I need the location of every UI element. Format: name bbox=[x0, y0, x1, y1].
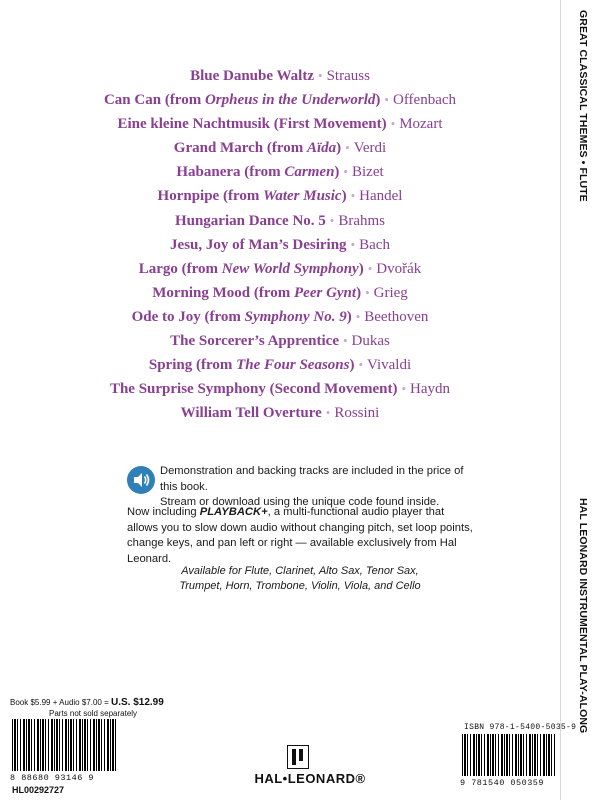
song-title-part: Aïda bbox=[306, 140, 337, 157]
bullet-separator: • bbox=[390, 116, 396, 132]
song-title bbox=[170, 333, 339, 349]
song-title-part: Ode to Joy (from bbox=[131, 308, 245, 325]
song-title bbox=[176, 164, 339, 180]
song-title bbox=[132, 309, 352, 325]
song-title bbox=[104, 92, 380, 108]
hal-leonard-mark-icon bbox=[287, 745, 309, 769]
song-title-part: Jesu, Joy of Man’s Desiring bbox=[170, 236, 347, 253]
song-entry bbox=[0, 136, 560, 160]
upc-barcode bbox=[12, 719, 118, 771]
song-title-part: Spring (from bbox=[148, 357, 237, 374]
song-title-part: The Surprise Symphony (Second Movement) bbox=[109, 381, 398, 398]
isbn-barcode-number: 9 781540 050359 bbox=[460, 778, 545, 788]
song-title bbox=[181, 405, 322, 421]
price-label bbox=[10, 697, 164, 708]
bullet-separator: • bbox=[358, 357, 364, 373]
song-title bbox=[170, 237, 347, 253]
playback-description: , a multi-functional audio player that allows you to slow down audio without changing pitch, set loop points, change keys, and pan left or right — available exclusively from Hal Leonard. bbox=[127, 506, 473, 565]
song-entry bbox=[0, 257, 560, 281]
spine-title: GREAT CLASSICAL THEMES • FLUTE bbox=[577, 10, 589, 202]
song-title-part: ) bbox=[356, 284, 362, 301]
song-composer: Offenbach bbox=[392, 92, 457, 109]
song-entry bbox=[0, 209, 560, 233]
bullet-separator: • bbox=[367, 260, 373, 276]
song-composer: Rossini bbox=[334, 405, 380, 422]
spine-series: HAL LEONARD INSTRUMENTAL PLAY-ALONG bbox=[577, 498, 589, 734]
upc-number: 8 88680 93146 9 bbox=[10, 773, 95, 783]
song-composer: Verdi bbox=[353, 140, 387, 157]
song-title-part: ) bbox=[336, 140, 342, 157]
song-list bbox=[0, 64, 560, 425]
playback-prefix: Now including bbox=[127, 506, 200, 518]
song-composer: Strauss bbox=[326, 68, 370, 84]
song-entry bbox=[0, 184, 560, 208]
availability-note bbox=[150, 564, 450, 594]
publisher-name: HAL•LEONARD® bbox=[254, 771, 366, 786]
speaker-icon bbox=[127, 466, 155, 494]
song-entry bbox=[0, 88, 560, 112]
song-title bbox=[174, 140, 341, 156]
song-entry bbox=[0, 112, 560, 136]
song-title-part: The Sorcerer’s Apprentice bbox=[170, 333, 339, 350]
bullet-separator: • bbox=[350, 236, 356, 252]
song-entry bbox=[0, 401, 560, 425]
product-code: HL00292727 bbox=[12, 785, 65, 795]
availability-line2: Trumpet, Horn, Trombone, Violin, Viola, and Cello bbox=[179, 580, 421, 592]
song-title bbox=[139, 261, 364, 277]
isbn-barcode bbox=[462, 734, 556, 776]
song-title-part: ) bbox=[341, 188, 347, 205]
audio-note-line2: Stream or download using the unique code found inside. bbox=[160, 496, 440, 508]
song-composer: Grieg bbox=[373, 284, 408, 301]
song-title bbox=[117, 116, 386, 132]
song-title bbox=[149, 357, 355, 373]
bullet-separator: • bbox=[345, 140, 350, 156]
bullet-separator: • bbox=[318, 68, 323, 83]
song-title-part: Eine kleine Nachtmusik (First Movement) bbox=[117, 116, 387, 133]
song-composer: Vivaldi bbox=[367, 357, 412, 374]
song-title-part: ) bbox=[346, 308, 352, 325]
song-title bbox=[190, 68, 314, 84]
song-entry bbox=[0, 233, 560, 257]
song-composer: Handel bbox=[359, 188, 403, 205]
song-entry bbox=[0, 64, 560, 88]
song-composer: Dvořák bbox=[376, 260, 422, 277]
price-breakdown: Book $5.99 + Audio $7.00 = bbox=[10, 698, 111, 707]
bullet-separator: • bbox=[401, 381, 407, 397]
song-composer: Bach bbox=[359, 236, 390, 253]
parts-note: Parts not sold separately bbox=[49, 709, 138, 718]
book-spine bbox=[560, 0, 600, 800]
song-title-part: New World Symphony bbox=[221, 260, 359, 277]
song-title bbox=[175, 213, 326, 229]
hal-leonard-logo bbox=[225, 745, 395, 789]
song-title-part: William Tell Overture bbox=[180, 405, 322, 422]
bullet-separator: • bbox=[342, 333, 348, 349]
song-entry bbox=[0, 377, 560, 401]
song-title-part: Symphony No. 9 bbox=[244, 308, 347, 325]
song-entry bbox=[0, 160, 560, 184]
bullet-separator: • bbox=[365, 284, 370, 300]
availability-line1: Available for Flute, Clarinet, Alto Sax, Tenor Sax, bbox=[181, 565, 419, 577]
song-entry bbox=[0, 329, 560, 353]
song-composer: Haydn bbox=[410, 381, 451, 398]
song-title-part: Hungarian Dance No. 5 bbox=[174, 212, 326, 229]
audio-note-line1: Demonstration and backing tracks are included in the price of this book. bbox=[160, 465, 464, 493]
bullet-separator: • bbox=[355, 308, 361, 324]
song-entry bbox=[0, 305, 560, 329]
song-title-part: Peer Gynt bbox=[294, 284, 357, 301]
audio-note bbox=[160, 464, 480, 511]
song-title-part: Carmen bbox=[284, 164, 335, 181]
isbn-label: ISBN 978-1-5400-5035-9 bbox=[464, 723, 577, 732]
song-title-part: Can Can (from bbox=[103, 92, 205, 109]
playback-name: PLAYBACK+ bbox=[199, 506, 268, 518]
song-title-part: Blue Danube Waltz bbox=[190, 68, 314, 84]
song-composer: Bizet bbox=[351, 164, 384, 181]
bullet-separator: • bbox=[384, 92, 389, 108]
song-composer: Brahms bbox=[338, 212, 386, 229]
song-composer: Beethoven bbox=[364, 308, 429, 325]
playback-note bbox=[127, 505, 477, 567]
song-title-part: ) bbox=[349, 357, 355, 374]
song-title-part: Hornpipe (from bbox=[157, 188, 264, 205]
song-title-part: Morning Mood (from bbox=[152, 284, 294, 301]
price-total: U.S. $12.99 bbox=[110, 697, 164, 708]
song-title-part: ) bbox=[334, 164, 340, 181]
bullet-separator: • bbox=[343, 164, 348, 180]
song-entry bbox=[0, 281, 560, 305]
song-title-part: ) bbox=[375, 92, 381, 109]
song-title bbox=[152, 285, 361, 301]
bullet-separator: • bbox=[329, 212, 335, 228]
song-composer: Dukas bbox=[351, 333, 390, 350]
song-title-part: The Four Seasons bbox=[236, 357, 350, 374]
song-title-part: ) bbox=[358, 260, 364, 277]
song-title bbox=[110, 381, 398, 397]
song-title bbox=[158, 188, 347, 204]
song-title-part: Water Music bbox=[263, 188, 342, 205]
song-title-part: Habanera (from bbox=[176, 164, 285, 181]
song-title-part: Largo (from bbox=[138, 260, 222, 277]
bullet-separator: • bbox=[350, 188, 356, 204]
song-entry bbox=[0, 353, 560, 377]
bullet-separator: • bbox=[325, 405, 331, 421]
song-composer: Mozart bbox=[399, 116, 443, 133]
song-title-part: Grand March (from bbox=[173, 140, 307, 157]
song-title-part: Orpheus in the Underworld bbox=[204, 92, 376, 109]
